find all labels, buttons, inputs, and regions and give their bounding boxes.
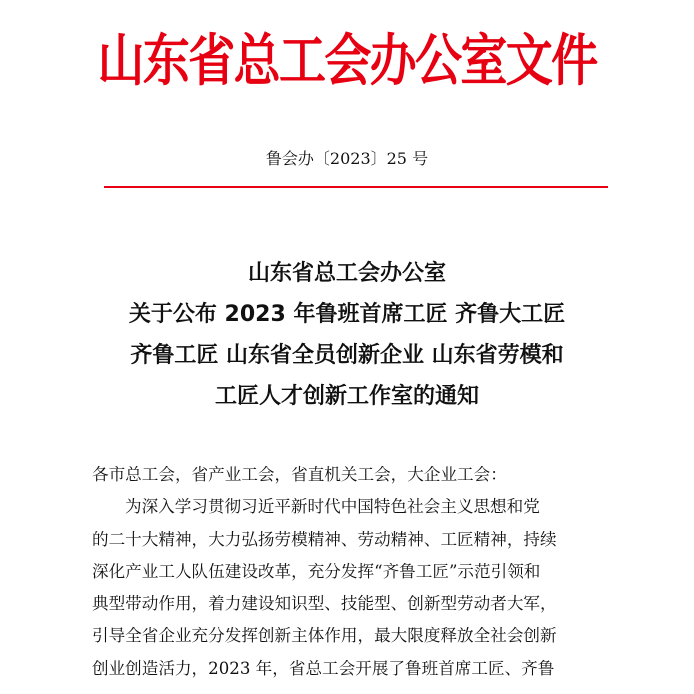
masthead-title: 山东省总工会办公室文件 <box>97 29 597 94</box>
notice-title <box>60 253 634 417</box>
red-divider-line <box>104 186 608 188</box>
paragraph-line: 的二十大精神，大力弘扬劳模精神、劳动精神、工匠精神，持续 <box>92 529 557 549</box>
document-number: 鲁会办〔2023〕25 号 <box>265 149 429 168</box>
title-line-4: 工匠人才创新工作室的通知 <box>214 384 479 409</box>
paragraph-line: 为深入学习贯彻习近平新时代中国特色社会主义思想和党 <box>125 497 540 517</box>
title-line-1: 山东省总工会办公室 <box>247 261 446 286</box>
paragraph-line: 深化产业工人队伍建设改革，充分发挥“齐鲁工匠”示范引领和 <box>92 561 541 581</box>
paragraph-line: 典型带动作用，着力建设知识型、技能型、创新型劳动者大军， <box>92 594 557 614</box>
paragraph-line: 创业创造活力，2023 年，省总工会开展了鲁班首席工匠、齐鲁 <box>92 658 555 678</box>
title-line-2: 关于公布 2023 年鲁班首席工匠 齐鲁大工匠 <box>128 302 566 327</box>
salutation: 各市总工会，省产业工会，省直机关工会，大企业工会： <box>92 465 507 484</box>
title-line-3: 齐鲁工匠 山东省全员创新企业 山东省劳模和 <box>130 343 564 368</box>
paragraph-line: 引导全省企业充分发挥创新主体作用，最大限度释放全社会创新 <box>92 626 557 646</box>
document-body <box>92 459 612 685</box>
